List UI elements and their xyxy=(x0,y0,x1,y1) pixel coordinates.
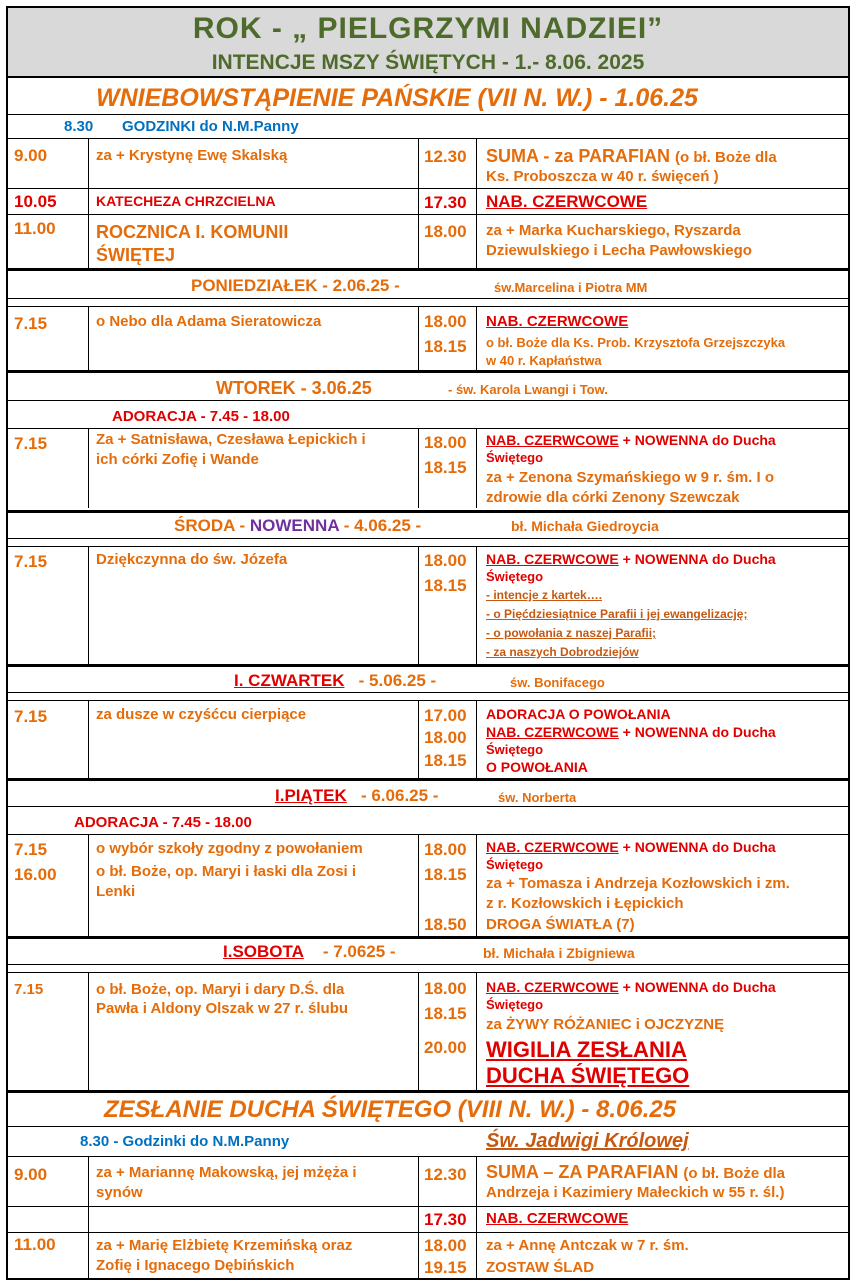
nab-label: NAB. CZERWCOWE xyxy=(486,551,619,567)
saturday-right-time3: 20.00 xyxy=(424,1038,467,1057)
sunday1-title: WNIEBOWSTĄPIENIE PAŃSKIE (VII N. W.) - 1.06.25 xyxy=(96,84,698,112)
sunday2-godzinki: 8.30 - Godzinki do N.M.Panny xyxy=(80,1133,290,1150)
nab-label: NAB. CZERWCOWE xyxy=(486,839,619,855)
sunday2-row3-intention-2: Zofię i Ignacego Dębińskich xyxy=(96,1257,295,1274)
sunday1-godzinki: GODZINKI do N.M.Panny xyxy=(122,118,299,135)
nowenna-label: + NOWENNA do Ducha xyxy=(622,724,776,740)
saturday-nowenna-2: Świętego xyxy=(486,997,544,1012)
wednesday-title xyxy=(174,516,421,536)
sunday1-row3-right-1: za + Marka Kucharskiego, Ryszarda xyxy=(486,222,741,239)
sunday2-row1-time: 9.00 xyxy=(14,1165,48,1184)
wednesday-item-4: - za naszych Dobrodziejów xyxy=(486,645,639,659)
sunday2-row1-intention-1: za + Mariannę Makowską, jej mżęża i xyxy=(96,1164,357,1181)
sunday1-row3-time: 11.00 xyxy=(14,219,56,238)
wednesday-right-time1: 18.00 xyxy=(424,551,467,570)
wednesday-time: 7.15 xyxy=(14,552,48,571)
monday-time: 7.15 xyxy=(14,314,48,333)
tuesday-adoracja: ADORACJA - 7.45 - 18.00 xyxy=(112,408,290,425)
friday-intention-2b: Lenki xyxy=(96,883,136,900)
saturday-wigilia-1: WIGILIA ZESŁANIA xyxy=(486,1037,687,1062)
sunday2-row1-right-time: 12.30 xyxy=(424,1165,467,1184)
friday-right-time3: 18.50 xyxy=(424,915,467,934)
sunday1-nab: NAB. CZERWCOWE xyxy=(486,192,648,211)
suma-text: (o bł. Boże dla xyxy=(675,149,777,166)
sunday2-jadwiga: Św. Jadwigi Królowej xyxy=(486,1130,689,1152)
sunday1-row1-intention: za + Krystynę Ewę Skalską xyxy=(96,147,288,164)
sunday2-row1-intention-2: synów xyxy=(96,1184,143,1201)
tuesday-right-text2a: za + Zenona Szymańskiego w 9 r. śm. I o xyxy=(486,469,775,486)
tuesday-nab-nowenna xyxy=(486,432,776,448)
saturday-date: - 7.0625 - xyxy=(322,942,396,961)
sunday1-komunia-1: ROCZNICA I. KOMUNII xyxy=(96,222,289,242)
thursday-right-time3: 18.15 xyxy=(424,751,467,770)
wednesday-saint: bł. Michała Giedroycia xyxy=(511,518,659,534)
friday-time2: 16.00 xyxy=(14,865,57,884)
saturday-right-time2: 18.15 xyxy=(424,1004,467,1023)
monday-right-time2: 18.15 xyxy=(424,337,467,356)
monday-right-time1: 18.00 xyxy=(424,312,467,331)
nowenna-label: + NOWENNA do Ducha xyxy=(622,979,776,995)
tuesday-intention-2: ich córki Zofię i Wande xyxy=(96,451,259,468)
header-subtitle: INTENCJE MSZY ŚWIĘTYCH - 1.- 8.06. 2025 xyxy=(211,51,645,74)
friday-intention-2a: o bł. Boże, op. Maryi i łaski dla Zosi i xyxy=(96,863,357,880)
sunday2-zostaw-slad: ZOSTAW ŚLAD xyxy=(486,1259,595,1276)
friday-date: - 6.06.25 - xyxy=(360,786,439,805)
sunday1-row2-time: 10.05 xyxy=(14,192,57,211)
nowenna-label: + NOWENNA do Ducha xyxy=(622,839,776,855)
thursday-right-time1: 17.00 xyxy=(424,706,467,725)
sunday1-row3-right-time: 18.00 xyxy=(424,222,467,241)
wednesday-right-time2: 18.15 xyxy=(424,576,467,595)
friday-title xyxy=(275,786,438,806)
thursday-date: - 5.06.25 - xyxy=(358,671,437,690)
suma-title: SUMA – ZA PARAFIAN xyxy=(486,1162,679,1182)
sunday1-row2-right-time: 17.30 xyxy=(424,193,467,212)
saturday-time: 7.15 xyxy=(14,981,44,998)
sunday1-suma xyxy=(486,146,777,167)
wednesday-item-3: - o powołania z naszej Parafii; xyxy=(486,626,657,640)
thursday-powolania: O POWOŁANIA xyxy=(486,759,588,775)
saturday-intention-2: Pawła i Aldony Olszak w 27 r. ślubu xyxy=(96,1000,349,1017)
saturday-intention-1: o bł. Boże, op. Maryi i dary D.Ś. dla xyxy=(96,981,345,998)
saturday-day: I.SOBOTA xyxy=(223,942,304,961)
tuesday-intention-1: Za + Satnisława, Czesława Łepickich i xyxy=(96,431,366,448)
friday-day: I.PIĄTEK xyxy=(275,786,347,805)
tuesday-right-time2: 18.15 xyxy=(424,458,467,477)
thursday-right-time2: 18.00 xyxy=(424,728,467,747)
wednesday-date: - 4.06.25 - xyxy=(343,516,422,535)
monday-right-text2b: w 40 r. Kapłaństwa xyxy=(486,353,602,368)
nab-label: NAB. CZERWCOWE xyxy=(486,979,619,995)
monday-right-text2a: o bł. Boże dla Ks. Prob. Krzysztofa Grzejszczyka xyxy=(486,335,786,350)
friday-saint: św. Norberta xyxy=(498,790,577,805)
wednesday-nowenna-2: Świętego xyxy=(486,569,544,584)
nowenna-label: + NOWENNA do Ducha xyxy=(622,432,776,448)
sunday1-godzinki-time: 8.30 xyxy=(64,118,94,135)
friday-adoracja: ADORACJA - 7.45 - 18.00 xyxy=(74,814,252,831)
thursday-saint: św. Bonifacego xyxy=(510,675,605,690)
thursday-intention: za dusze w czyśćcu cierpiące xyxy=(96,706,307,723)
sunday2-row3-right-time1: 18.00 xyxy=(424,1236,467,1255)
monday-nab: NAB. CZERWCOWE xyxy=(486,313,629,330)
thursday-title xyxy=(234,671,436,691)
tuesday-title: WTOREK - 3.06.25 xyxy=(216,378,372,398)
intentions-sheet xyxy=(6,6,850,1280)
thursday-adoracja: ADORACJA O POWOŁANIA xyxy=(486,706,671,722)
friday-droga: DROGA ŚWIATŁA (7) xyxy=(486,916,635,933)
friday-right-time1: 18.00 xyxy=(424,840,467,859)
header xyxy=(8,8,848,78)
saturday-rozaniec: za ŻYWY RÓŻANIEC i OJCZYZNĘ xyxy=(486,1016,725,1033)
thursday-day: I. CZWARTEK xyxy=(234,671,345,690)
wednesday-day: ŚRODA - xyxy=(174,516,246,535)
sunday1-suma-line2: Ks. Proboszcza w 40 r. święceń ) xyxy=(486,168,719,185)
sunday2-row3-right-1: za + Annę Antczak w 7 r. śm. xyxy=(486,1237,689,1254)
nab-label: NAB. CZERWCOWE xyxy=(486,724,619,740)
tuesday-right-time1: 18.00 xyxy=(424,433,467,452)
monday-saint: św.Marcelina i Piotra MM xyxy=(494,280,648,295)
sunday1-katecheza: KATECHEZA CHRZCIELNA xyxy=(96,193,276,209)
sunday1-row3-right-2: Dziewulskiego i Lecha Pawłowskiego xyxy=(486,242,752,259)
tuesday-nowenna-2: Świętego xyxy=(486,450,544,465)
tuesday-right-text2b: zdrowie dla córki Zenony Szewczak xyxy=(486,489,740,506)
suma-text: (o bł. Boże dla xyxy=(683,1165,786,1182)
tuesday-saint: - św. Karola Lwangi i Tow. xyxy=(448,382,608,397)
nowenna-label: + NOWENNA do Ducha xyxy=(622,551,776,567)
saturday-right-time1: 18.00 xyxy=(424,979,467,998)
sunday1-row1-right-time: 12.30 xyxy=(424,147,467,166)
monday-title: PONIEDZIAŁEK - 2.06.25 - xyxy=(191,276,400,295)
friday-time1: 7.15 xyxy=(14,840,48,859)
wednesday-intention: Dziękczynna do św. Józefa xyxy=(96,551,288,568)
thursday-time: 7.15 xyxy=(14,707,48,726)
wednesday-item-1: - intencje z kartek…. xyxy=(486,588,603,602)
saturday-saint: bł. Michała i Zbigniewa xyxy=(483,945,635,961)
saturday-wigilia-2: DUCHA ŚWIĘTEGO xyxy=(486,1063,690,1088)
header-title: ROK - „ PIELGRZYMI NADZIEI” xyxy=(192,12,664,45)
suma-title: SUMA - za PARAFIAN xyxy=(486,146,670,166)
sunday1-komunia-2: ŚWIĘTEJ xyxy=(96,245,176,265)
friday-nowenna-2: Świętego xyxy=(486,857,544,872)
friday-nab-nowenna xyxy=(486,839,776,855)
saturday-nab-nowenna xyxy=(486,979,776,995)
sunday2-row3-intention-1: za + Marię Elżbietę Krzemińską oraz xyxy=(96,1237,353,1254)
sunday2-title: ZESŁANIE DUCHA ŚWIĘTEGO (VIII N. W.) - 8.06.25 xyxy=(104,1096,677,1123)
friday-right-text2a: za + Tomasza i Andrzeja Kozłowskich i zm. xyxy=(486,875,790,892)
friday-right-text2b: z r. Kozłowskich i Łępickich xyxy=(486,895,684,912)
friday-right-time2: 18.15 xyxy=(424,865,467,884)
monday-intention: o Nebo dla Adama Sieratowicza xyxy=(96,313,322,330)
tuesday-time: 7.15 xyxy=(14,434,48,453)
wednesday-nab-nowenna xyxy=(486,551,776,567)
thursday-nab-nowenna xyxy=(486,724,776,740)
sunday2-row3-right-time2: 19.15 xyxy=(424,1258,467,1277)
friday-intention-1: o wybór szkoły zgodny z powołaniem xyxy=(96,840,363,857)
sunday2-nab: NAB. CZERWCOWE xyxy=(486,1210,629,1227)
sunday1-row1-time: 9.00 xyxy=(14,146,48,165)
nab-label: NAB. CZERWCOWE xyxy=(486,432,619,448)
thursday-nowenna-2: Świętego xyxy=(486,742,544,757)
wednesday-nowenna: NOWENNA xyxy=(249,516,339,535)
sunday2-row3-time: 11.00 xyxy=(14,1235,56,1254)
sunday2-suma-line2: Andrzeja i Kazimiery Małeckich w 55 r. śl.) xyxy=(486,1184,785,1201)
sunday2-row2-right-time: 17.30 xyxy=(424,1210,467,1229)
saturday-title xyxy=(223,942,396,962)
sunday2-suma xyxy=(486,1162,785,1183)
wednesday-item-2: - o Pięćdziesiątnice Parafii i jej ewangelizację; xyxy=(486,607,748,621)
